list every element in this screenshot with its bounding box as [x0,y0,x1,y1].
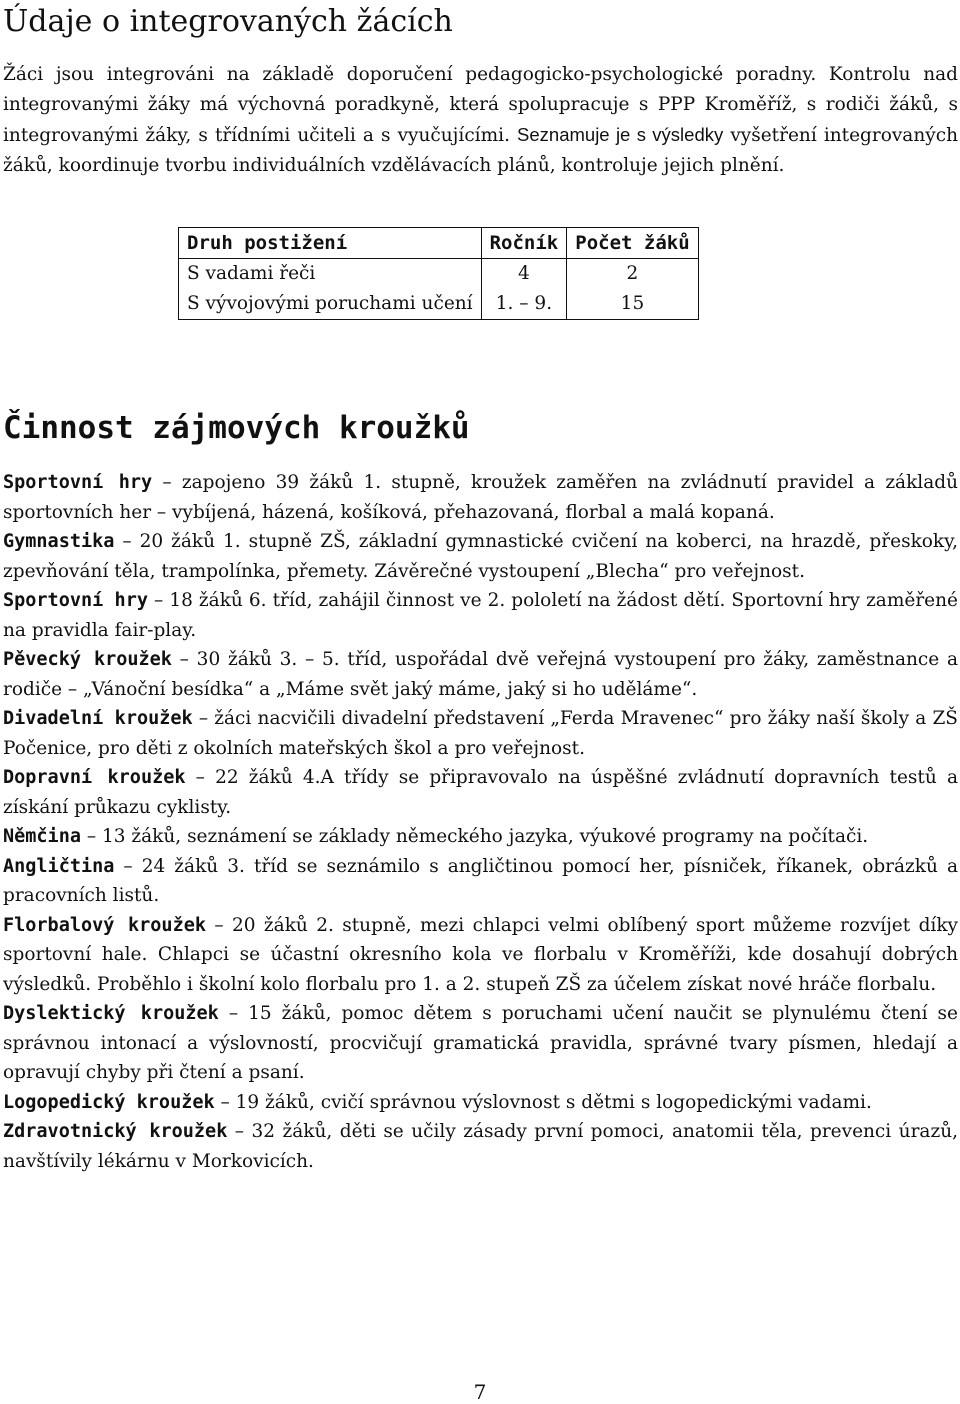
list-item [3,1088,958,1118]
page-number: 7 [473,1380,487,1404]
list-item [3,586,958,645]
list-item [3,704,958,763]
list-item [3,822,958,852]
table-header-row [179,228,699,259]
club-name: Zdravotnický kroužek [3,1121,228,1142]
list-item [3,763,958,822]
table-header-cell: Počet žáků [567,228,698,259]
section-title: Činnost zájmových kroužků [3,410,470,446]
list-item [3,527,958,586]
integration-table [178,227,699,320]
club-name: Gymnastika [3,531,115,552]
club-name: Dopravní kroužek [3,767,186,788]
club-description: – 22 žáků 4.A třídy se připravovalo na úspěšné zvládnutí dopravních testů a získání průkazu cyklisty. [3,767,958,818]
clubs-list [3,468,958,1176]
club-description: – 15 žáků, pomoc dětem s poruchami učení naučit se plynulému čtení se správnou intonací a výslovností, procvičují gramatická pravidla, správné tvary písmen, hledají a opravují chyby při čtení a psaní. [3,1003,958,1083]
list-item [3,852,958,911]
table-header-cell: Druh postižení [179,228,482,259]
club-name: Sportovní hry [3,590,148,611]
table-row [179,259,699,290]
intro-text-1: Žáci jsou integrováni na základě doporučení pedagogicko-psychologické poradny. Kontrolu nad integrovanými žáky má výchovná poradkyně, která spolupracuje s PPP Kroměříž, s rodiči žáků, s integrovanými žáky, s třídními učiteli a s vyučujícími. [3,64,958,146]
club-name: Sportovní hry [3,472,153,493]
table-cell: 4 [481,259,567,290]
list-item [3,645,958,704]
table-cell: 1. – 9. [481,289,567,320]
club-description: – 30 žáků 3. – 5. tříd, uspořádal dvě veřejná vystoupení pro žáky, zaměstnance a rodiče – „Vánoční besídka“ a „Máme svět jaký máme, jaký si ho uděláme“. [3,649,958,700]
intro-text-3: vyšetření integrovaných žáků, koordinuje tvorbu individuálních vzdělávacích plánů, kontroluje jejich plnění. [3,125,958,176]
club-name: Dyslektický kroužek [3,1003,219,1024]
intro-paragraph [3,60,958,181]
table-cell: 15 [567,289,698,320]
club-name: Florbalový kroužek [3,914,206,936]
club-name: Pěvecký kroužek [3,649,172,670]
club-name: Angličtina [3,855,115,877]
club-description: – 20 žáků 2. stupně, mezi chlapci velmi oblíbený sport můžeme rozvíjet díky sportovní hale. Chlapci se účastní okresního kola ve florbalu v Kroměříži, kde dosahují dobrých výsledků. Proběhlo i školní kolo florbalu pro 1. a 2. stupeň ZŠ za účelem získat nové hráče florbalu. [3,914,958,995]
list-item [3,999,958,1088]
club-description: – 18 žáků 6. tříd, zahájil činnost ve 2. pololetí na žádost dětí. Sportovní hry zaměřené na pravidla fair-play. [3,590,958,641]
list-item [3,1117,958,1176]
page-title: Údaje o integrovaných žácích [3,4,453,39]
club-description: – zapojeno 39 žáků 1. stupně, kroužek zaměřen na zvládnutí pravidel a základů sportovních her – vybíjená, házená, košíková, přehazovaná, florbal a malá kopaná. [3,472,959,523]
club-description: – 20 žáků 1. stupně ZŠ, základní gymnastické cvičení na koberci, na hrazdě, přeskoky, zpevňování těla, trampolínka, přemety. Závěrečné vystoupení „Blecha“ pro veřejnost. [3,531,958,582]
club-name: Logopedický kroužek [3,1091,215,1113]
table-row [179,289,699,320]
club-name: Divadelní kroužek [3,708,193,729]
table-cell: S vadami řeči [179,259,482,290]
club-description: – 13 žáků, seznámení se základy německého jazyka, výukové programy na počítači. [80,826,869,847]
club-description: – 19 žáků, cvičí správnou výslovnost s dětmi s logopedickými vadami. [214,1091,872,1113]
table-header-cell: Ročník [481,228,567,259]
club-description: – žáci nacvičili divadelní představení „Ferda Mravenec“ pro žáky naší školy a ZŠ Počenice, pro děti z okolních mateřských škol a pro veřejnost. [3,708,958,759]
table-cell: 2 [567,259,698,290]
club-description: – 24 žáků 3. tříd se seznámilo s angličtinou pomocí her, písniček, říkanek, obrázků a pracovních listů. [3,855,958,906]
list-item [3,911,958,1000]
intro-text-2: Seznamuje je s výsledky [517,124,724,145]
table-cell: S vývojovými poruchami učení [179,289,482,320]
club-description: – 32 žáků, děti se učily zásady první pomoci, anatomii těla, prevenci úrazů, navštívily lékárnu v Morkovicích. [3,1121,958,1172]
list-item [3,468,958,527]
club-name: Němčina [3,826,81,847]
